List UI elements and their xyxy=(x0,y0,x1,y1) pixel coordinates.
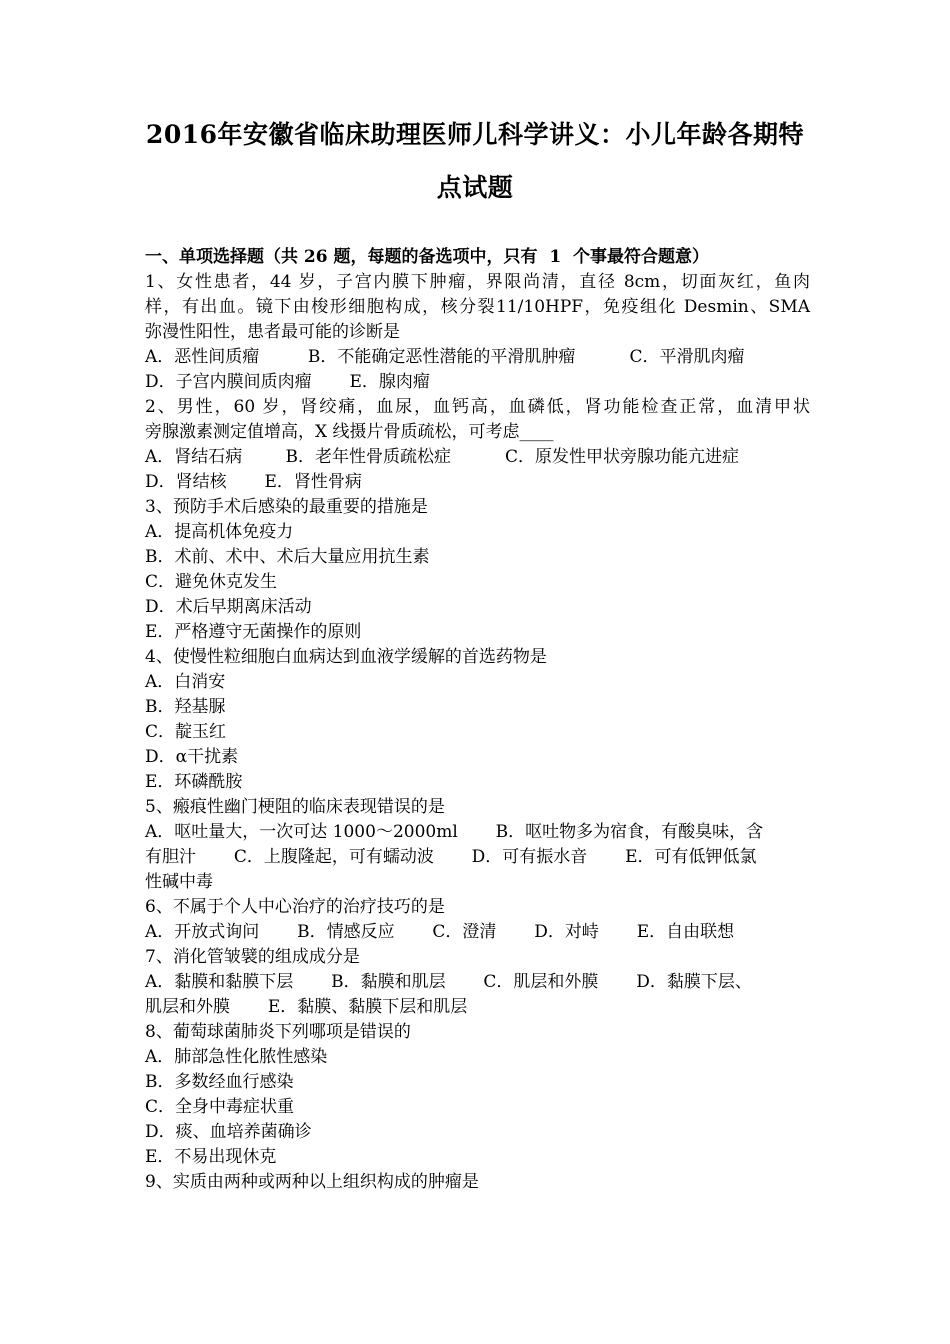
text-line: D．肾结核 E．肾性骨病 xyxy=(145,472,362,492)
text-line: C．靛玉红 xyxy=(145,722,227,742)
text-line: 肌层和外膜 E．黏膜、黏膜下层和肌层 xyxy=(145,997,468,1017)
text-line: A．恶性间质瘤 B．不能确定恶性潜能的平滑肌肿瘤 C．平滑肌肉瘤 xyxy=(145,347,745,367)
text-line: A．呕吐量大，一次可达 1000～2000ml B．呕吐物多为宿食，有酸臭味，含 xyxy=(145,822,764,842)
section-heading: 一、单项选择题（共 26 题，每题的备选项中，只有 1 个事最符合题意） xyxy=(145,247,709,267)
text-line: C．避免休克发生 xyxy=(145,572,278,592)
text-line: A．肾结石病 B．老年性骨质疏松症 C．原发性甲状旁腺功能亢进症 xyxy=(145,447,740,467)
text-line: 8、葡萄球菌肺炎下列哪项是错误的 xyxy=(145,1022,411,1042)
text-line: 9、实质由两种或两种以上组织构成的肿瘤是 xyxy=(145,1172,479,1192)
text-line: A．肺部急性化脓性感染 xyxy=(145,1047,328,1067)
text-line: A．提高机体免疫力 xyxy=(145,522,294,542)
text-line: 有胆汁 C．上腹隆起，可有蠕动波 D．可有振水音 E．可有低钾低氯 xyxy=(145,847,757,867)
text-line: B．多数经血行感染 xyxy=(145,1072,294,1092)
document-title-line-1: 2016年安徽省临床助理医师儿科学讲义：小儿年龄各期特 xyxy=(145,120,805,149)
text-line: 旁腺激素测定值增高，X 线摄片骨质疏松，可考虑____ xyxy=(145,422,554,442)
text-line: D．α干扰素 xyxy=(145,747,239,767)
text-line: 性碱中毒 xyxy=(145,872,213,892)
text-line: 4、使慢性粒细胞白血病达到血液学缓解的首选药物是 xyxy=(145,647,547,667)
text-line: E．环磷酰胺 xyxy=(145,772,243,792)
text-line: E．严格遵守无菌操作的原则 xyxy=(145,622,362,642)
text-line: 3、预防手术后感染的最重要的措施是 xyxy=(145,497,428,517)
text-line: 样，有出血。镜下由梭形细胞构成，核分裂11/10HPF，免疫组化 Desmin、SMA xyxy=(145,297,810,317)
text-line: A．黏膜和黏膜下层 B．黏膜和肌层 C．肌层和外膜 D．黏膜下层、 xyxy=(145,972,752,992)
text-line: A．开放式询问 B．情感反应 C．澄清 D．对峙 E．自由联想 xyxy=(145,922,735,942)
text-line: 2、男性，60 岁，肾绞痛，血尿，血钙高，血磷低，肾功能检查正常，血清甲状 xyxy=(145,397,810,417)
document-title-line-2: 点试题 xyxy=(436,173,514,202)
text-line: 弥漫性阳性，患者最可能的诊断是 xyxy=(145,322,400,342)
question-body xyxy=(145,245,810,1195)
text-line: C．全身中毒症状重 xyxy=(145,1097,295,1117)
text-line: D．痰、血培养菌确诊 xyxy=(145,1122,312,1142)
text-line: E．不易出现休克 xyxy=(145,1147,277,1167)
text-line: B．术前、术中、术后大量应用抗生素 xyxy=(145,547,430,567)
text-line: A．白消安 xyxy=(145,672,226,692)
text-line: 1、女性患者，44 岁，子宫内膜下肿瘤，界限尚清，直径 8cm，切面灰红，鱼肉 xyxy=(145,272,810,292)
text-line: 6、不属于个人中心治疗的治疗技巧的是 xyxy=(145,897,445,917)
text-line: 5、瘢痕性幽门梗阻的临床表现错误的是 xyxy=(145,797,445,817)
text-line: 7、消化管皱襞的组成成分是 xyxy=(145,947,360,967)
text-line: D．术后早期离床活动 xyxy=(145,597,312,617)
text-line: B．羟基脲 xyxy=(145,697,226,717)
text-line: D．子宫内膜间质肉瘤 E．腺肉瘤 xyxy=(145,372,430,392)
